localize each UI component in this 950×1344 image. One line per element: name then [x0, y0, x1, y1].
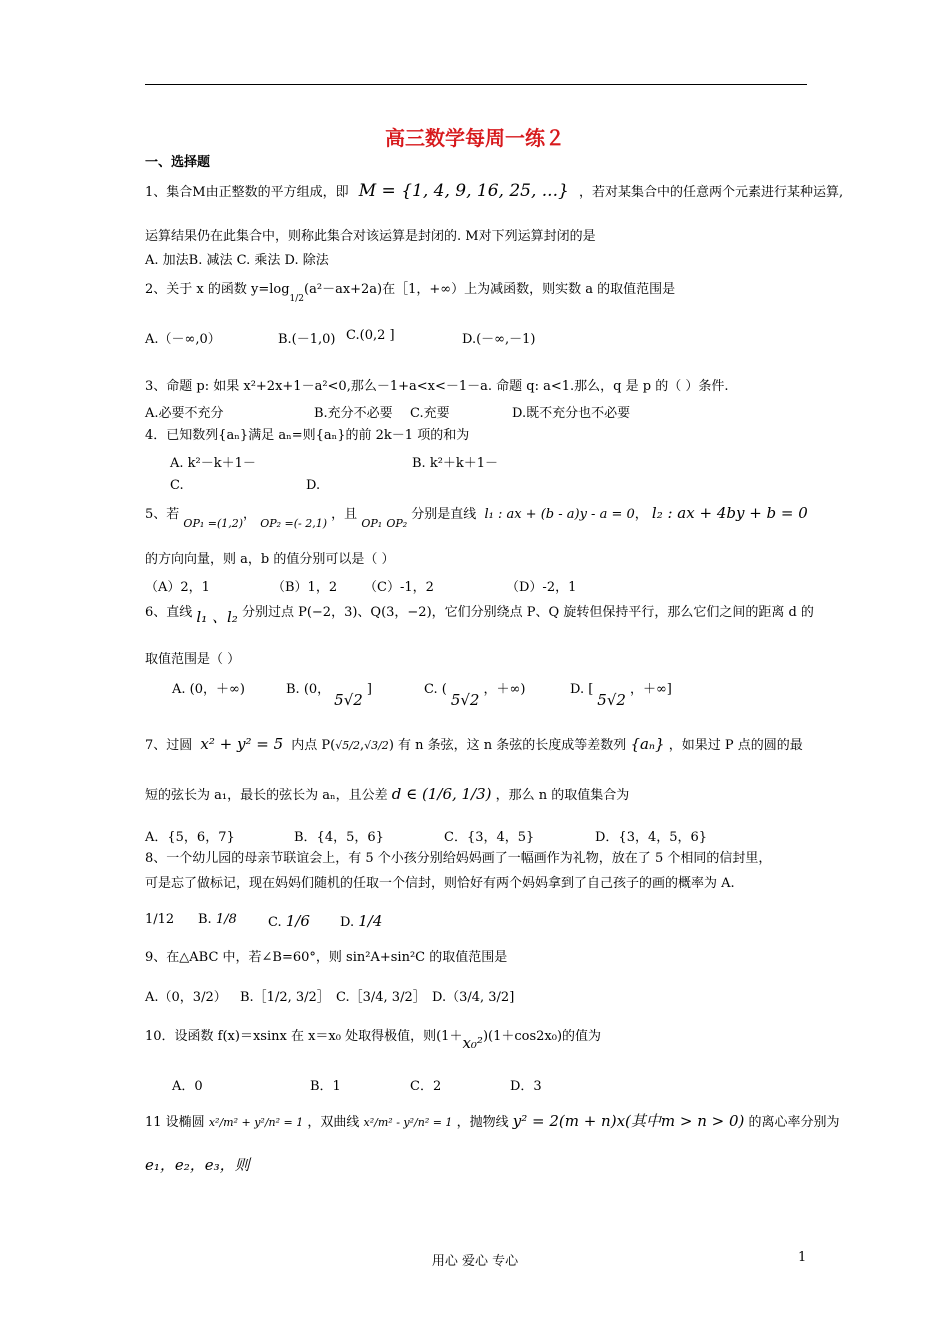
- common-difference-range: d ∈ (1/6, 1/3): [391, 785, 492, 803]
- question-2-line-1: 2、关于 x 的函数 $y=\log_{1/2}(a^2-ax+2a)$在［1，+∞）上为减函数，则实数 a 的取值范围是: [145, 282, 676, 304]
- question-1-line-1: 1、集合M由正整数的平方组成，即 M = {1, 4, 9, 16, 25, ...} ，若对某集合中的任意两个元素进行某种运算,: [145, 181, 844, 201]
- line-l2: l₂ : ax + 4by + b = 0: [651, 504, 808, 522]
- question-11-line-2: [145, 1156, 250, 1176]
- set-m: M = {1, 4, 9, 16, 25, ...}: [358, 181, 569, 201]
- vector-op1-ref: OP₁: [361, 517, 383, 530]
- question-1-options: A. 加法B. 减法 C. 乘法 D. 除法: [145, 253, 329, 268]
- q10-option-b: B．1: [310, 1079, 341, 1094]
- q5-option-c: （C）-1，2: [364, 580, 434, 595]
- q9-option-c: C.［3/4, 3/2］: [336, 990, 426, 1005]
- q6-option-c: C. (5√2，＋∞): [424, 682, 526, 709]
- question-10-line-1: 10．设函数 f(x)＝xsinx 在 x＝x₀ 处取得极值，则(1＋x₀²)(1＋cos2x₀)的值为: [145, 1029, 602, 1052]
- question-4-line-1: 4．已知数列{aₙ}满足 aₙ=则{aₙ}的前 2k－1 项的和为: [145, 428, 470, 443]
- ellipse-equation: x²/m² + y²/n² = 1: [208, 1116, 304, 1129]
- question-9-line-1: 9、在△ABC 中，若∠B=60°，则 sin²A+sin²C 的取值范围是: [145, 950, 508, 965]
- question-6-line-2: 取值范围是（ ）: [145, 652, 241, 667]
- q9-option-a: A.（0，3/2）: [145, 990, 227, 1005]
- q9-option-d: D.（3/4, 3/2]: [432, 990, 515, 1005]
- q2-option-d: D.(－∞,－1): [462, 332, 536, 347]
- q4-option-d: D.: [306, 478, 321, 493]
- q3-option-a: A.必要不充分: [145, 406, 224, 421]
- vector-op1: OP₁ =(1,2): [183, 517, 244, 530]
- question-11-line-1: 11 设椭圆 x²/m² + y²/n² = 1 ，双曲线 x²/m² - y²/n² = 1 ，抛物线 y² = 2(m + n)x(其中m > n > 0) 的离心率分别为: [145, 1112, 840, 1130]
- hyperbola-equation: x²/m² - y²/n² = 1: [363, 1116, 453, 1129]
- question-7-line-1: 7、过圆 x² + y² = 5 内点 P(√5/2,√3/2) 有 n 条弦，这 n 条弦的长度成等差数列 {aₙ} ，如果过 P 点的圆的最: [145, 735, 803, 753]
- q5-option-a: （A）2，1: [145, 580, 210, 595]
- q7-option-d: D．{3，4，5，6}: [595, 830, 708, 845]
- footer-slogan: 用心 爱心 专心: [431, 1254, 519, 1269]
- q8-option-d: D. 1/4: [340, 912, 383, 930]
- question-5-line-1: 5、若 $_{OP_1 =(1,2)}$， $_{OP_2 =(- 2,1)}$ ，且 $_{OP_1}$ $_{OP_2}$ 分别是直线 l₁ : ax + (b - a)y - a = 0， l₂ : ax + 4by + b = 0: [145, 504, 808, 530]
- lines-l1-l2: l₁ 、l₂: [196, 608, 238, 626]
- q2-option-b: B.(－1,0): [278, 332, 336, 347]
- q3-option-b: B.充分不必要: [314, 406, 393, 421]
- q10-option-c: C．2: [410, 1079, 442, 1094]
- vector-op2: OP₂ =(- 2,1): [260, 517, 328, 530]
- q8-option-a: 1/12: [145, 912, 175, 927]
- question-8-line-2: 可是忘了做标记，现在妈妈们随机的任取一个信封，则恰好有两个妈妈拿到了自己孩子的画的概率为 A.: [145, 876, 735, 891]
- q6-option-a: A. (0，＋∞): [172, 682, 245, 697]
- parabola-equation: y² = 2(m + n)x(其中m > n > 0): [512, 1112, 745, 1130]
- q5-option-d: （D）-2，1: [506, 580, 577, 595]
- q8-option-b: B. 1/8: [198, 912, 237, 927]
- q10-option-a: A．0: [172, 1079, 203, 1094]
- point-p-x: √5/2: [335, 739, 360, 752]
- circle-equation: x² + y² = 5: [200, 735, 284, 753]
- point-p-y: √3/2: [364, 739, 389, 752]
- question-8-line-1: 8、一个幼儿园的母亲节联谊会上，有 5 个小孩分别给妈妈画了一幅画作为礼物，放在了 5 个相同的信封里，: [145, 851, 772, 866]
- page-number: 1: [798, 1250, 807, 1265]
- x0-squared: x₀²: [462, 1034, 483, 1052]
- q4-option-c: C.: [170, 478, 184, 493]
- line-l1: l₁ : ax + (b - a)y - a = 0: [484, 507, 635, 522]
- q6-option-d: D. [5√2，＋∞]: [570, 682, 672, 709]
- q8-option-c: C. 1/6: [268, 912, 310, 930]
- vector-op2-ref: OP₂: [386, 517, 408, 530]
- log-base: 1/2: [289, 294, 305, 304]
- page-title: 高三数学每周一练２: [385, 126, 565, 150]
- q7-option-a: A．{5，6，7}: [145, 830, 235, 845]
- q2-option-c: C.(0,2 ]: [346, 328, 395, 343]
- q9-option-b: B.［1/2, 3/2］: [240, 990, 330, 1005]
- question-1-line-2: 运算结果仍在此集合中，则称此集合对该运算是封闭的. M对下列运算封闭的是: [145, 229, 596, 244]
- section-heading: 一、选择题: [145, 155, 211, 170]
- header-rule: [145, 84, 807, 85]
- q7-option-b: B．{4，5，6}: [294, 830, 384, 845]
- q7-option-c: C．{3，4，5}: [444, 830, 535, 845]
- eccentricities: e₁，e₂，e₃，则: [145, 1156, 250, 1174]
- q2-option-a: A.（－∞,0）: [145, 332, 221, 347]
- q4-option-b: B. k²＋k＋1－: [412, 456, 499, 471]
- q4-option-a: A. k²－k＋1－: [170, 456, 256, 471]
- question-5-line-2: 的方向向量，则 a，b 的值分别可以是（ ）: [145, 552, 395, 567]
- q5-option-b: （B）1，2: [272, 580, 338, 595]
- question-6-line-1: 6、直线 l₁ 、l₂ 分别过点 P(−2，3)、Q(3，−2)，它们分别绕点 P、Q 旋转但保持平行，那么它们之间的距离 d 的: [145, 605, 814, 626]
- q3-option-d: D.既不充分也不必要: [512, 406, 631, 421]
- question-3-line-1: 3、命题 p: 如果 x²+2x+1－a²<0,那么－1+a<x<－1－a. 命题 q: a<1.那么，q 是 p 的（ ）条件.: [145, 379, 729, 394]
- q6-option-b: B. (0，5√2]: [286, 682, 372, 709]
- q3-option-c: C.充要: [410, 406, 450, 421]
- q10-option-d: D．3: [510, 1079, 542, 1094]
- question-7-line-2: 短的弦长为 a₁，最长的弦长为 aₙ，且公差 d ∈ (1/6, 1/3) ，那么 n 的取值集合为: [145, 785, 630, 803]
- sequence-an: {aₙ}: [630, 735, 665, 753]
